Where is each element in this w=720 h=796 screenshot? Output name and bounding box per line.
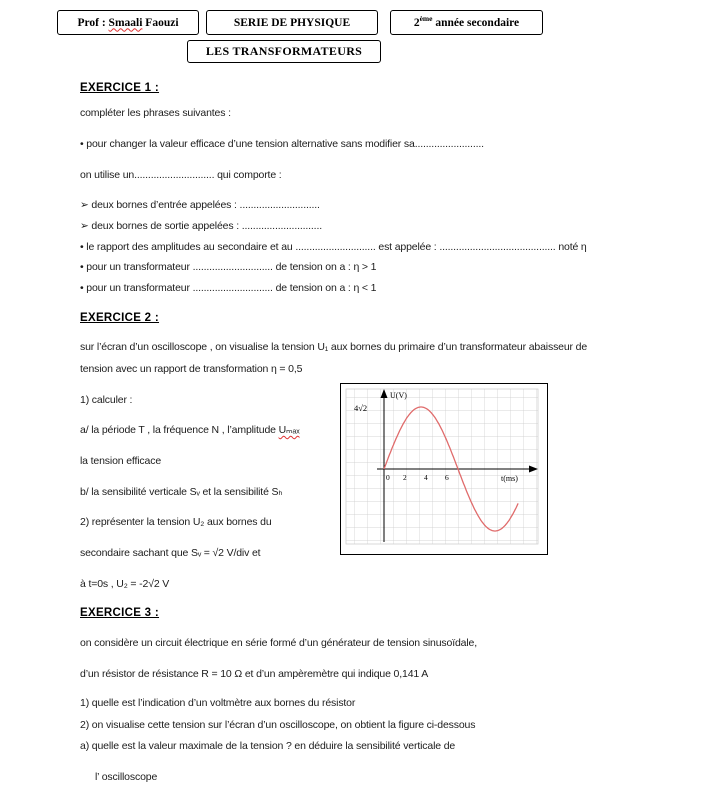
level-box (390, 10, 543, 35)
ex1-line: ➢ deux bornes de sortie appelées : ............................. (80, 220, 322, 232)
ex3-line: d’un résistor de résistance R = 10 Ω et d’un ampèremètre qui indique 0,141 A (80, 668, 429, 680)
prof-suffix: Faouzi (142, 16, 179, 29)
ex3-line: on considère un circuit électrique en série formé d’un générateur de tension sinusoïdale, (80, 637, 477, 649)
x-axis-label: t(ms) (501, 474, 518, 483)
ex1-line: • pour un transformateur ............................. de tension on a : η < 1 (80, 282, 377, 294)
ex3-line: 1) quelle est l’indication d’un voltmètre aux bornes du résistor (80, 697, 356, 709)
ex2-line: 2) représenter la tension U₂ aux bornes du (80, 516, 272, 528)
peak-label: 4√2 (354, 403, 368, 413)
level-rest: année secondaire (432, 16, 520, 29)
prof-prefix: Prof : (77, 16, 109, 29)
ex1-line: • pour changer la valeur efficace d’une tension alternative sans modifier sa......................... (80, 138, 484, 150)
ex3-line: l’ oscilloscope (95, 771, 158, 783)
series-title-box (206, 10, 378, 35)
prof-label (77, 17, 178, 29)
exercise3-heading: EXERCICE 3 : (80, 607, 160, 619)
tick-label-4: 4 (424, 473, 428, 482)
prof-name-misspelled: Smaali (108, 16, 143, 29)
level-sup: ème (419, 13, 433, 23)
doc-title-box (187, 40, 381, 63)
ex3-line: a) quelle est la valeur maximale de la tension ? en déduire la sensibilité verticale de (80, 740, 456, 752)
doc-title: LES TRANSFORMATEURS (205, 44, 363, 58)
umax-term: Uₘₐₓ (278, 424, 300, 436)
exercise1-heading: EXERCICE 1 : (80, 82, 160, 94)
ex2-intro-line: tension avec un rapport de transformation η = 0,5 (80, 363, 303, 375)
ex2-line: 1) calculer : (80, 394, 133, 406)
oscilloscope-figure (340, 383, 548, 555)
ex2-intro-line: sur l’écran d’un oscilloscope , on visualise la tension U₁ aux bornes du primaire d’un transformateur abaisseur de (80, 341, 588, 353)
level-label (413, 13, 520, 29)
tick-label-2: 2 (403, 473, 407, 482)
ex2-line: à t=0s , U₂ = -2√2 V (80, 578, 170, 590)
exercise2-heading: EXERCICE 2 : (80, 312, 160, 324)
prof-name-box (57, 10, 199, 35)
ex1-line: on utilise un............................. qui comporte : (80, 169, 282, 181)
oscilloscope-svg (341, 384, 545, 552)
ex2-line: la tension efficace (80, 455, 162, 467)
ex1-line: compléter les phrases suivantes : (80, 107, 231, 119)
level-num: 2 (413, 16, 420, 29)
ex3-line: 2) on visualise cette tension sur l’écran d’un oscilloscope, on obtient la figure ci-dessous (80, 719, 476, 731)
ex1-line: • le rapport des amplitudes au secondaire et au ............................. est appelée : .......................................... noté η (80, 241, 587, 253)
ex2-line: b/ la sensibilité verticale Sᵥ et la sensibilité Sₕ (80, 486, 283, 498)
ex2-line: secondaire sachant que Sᵥ = √2 V/div et (80, 547, 261, 559)
tick-label-0: 0 (386, 473, 390, 482)
tick-label-6: 6 (445, 473, 449, 482)
ex2-amplitude-text: a/ la période T , la fréquence N , l’amplitude (80, 424, 279, 436)
series-title: SERIE DE PHYSIQUE (233, 16, 351, 29)
ex2-line-amplitude (80, 424, 300, 436)
ex1-line: ➢ deux bornes d’entrée appelées : ............................. (80, 199, 320, 211)
ex1-line: • pour un transformateur ............................. de tension on a : η > 1 (80, 261, 377, 273)
y-axis-label: U(V) (390, 391, 407, 400)
